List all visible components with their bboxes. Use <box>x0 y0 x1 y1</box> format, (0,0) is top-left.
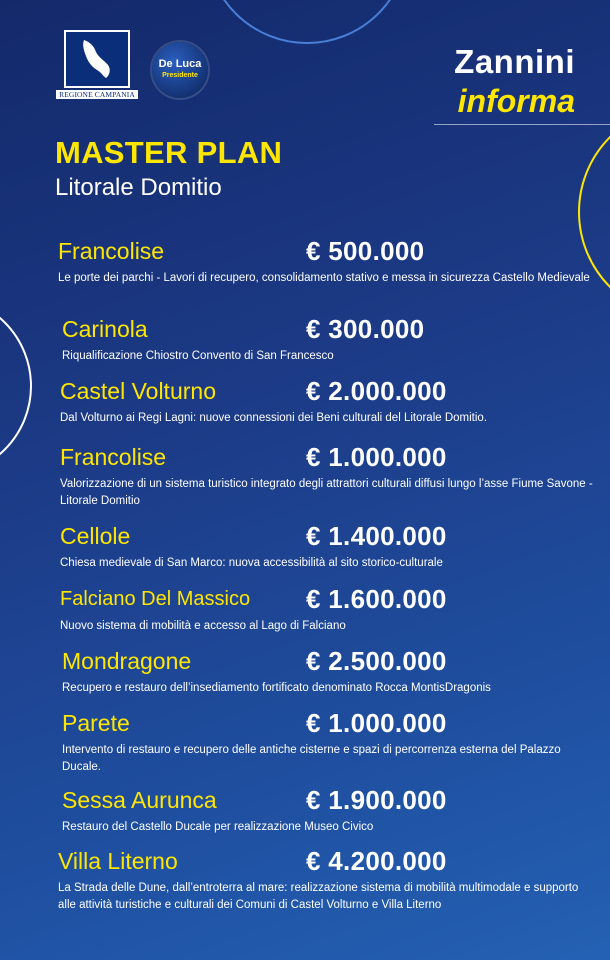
entry-description: La Strada delle Dune, dall’entroterra al mare: realizzazione sistema di mobilità multimodale e supporto alle attività turistiche e culturali dei Comuni di Castel Volturno e Villa Literno <box>58 882 579 911</box>
entry-amount: € 2.500.000 <box>306 646 447 676</box>
entry-place: Parete <box>62 710 130 736</box>
entry-description: Intervento di restauro e recupero delle antiche cisterne e spazi di percorrenza esterna del Palazzo Ducale. <box>62 744 561 773</box>
entry-place: Sessa Aurunca <box>62 787 217 813</box>
page-subtitle: Litorale Domitio <box>55 174 222 201</box>
entry-place: Francolise <box>58 238 165 264</box>
regione-shield-icon <box>64 30 130 88</box>
entry-amount: € 500.000 <box>306 236 425 266</box>
entry-description: Nuovo sistema di mobilità e accesso al Lago di Falciano <box>60 620 346 632</box>
regione-caption: REGIONE CAMPANIA <box>56 90 138 99</box>
entry-description: Dal Volturno ai Regi Lagni: nuove connessioni dei Beni culturali del Litorale Domitio. <box>60 412 488 424</box>
entry-amount: € 1.000.000 <box>306 442 447 472</box>
entry-description: Restauro del Castello Ducale per realizzazione Museo Civico <box>62 821 374 833</box>
de-luca-role: Presidente <box>162 72 198 79</box>
entry-amount: € 1.600.000 <box>306 584 447 614</box>
page-title: MASTER PLAN <box>55 135 283 170</box>
entry-place: Cellole <box>60 523 131 549</box>
entry-description: Le porte dei parchi - Lavori di recupero, consolidamento stativo e messa in sicurezza Castello Medievale <box>58 272 590 284</box>
entry-description: Recupero e restauro dell’insediamento fortificato denominato Rocca MontisDragonis <box>62 682 491 694</box>
entry-place: Mondragone <box>62 648 192 674</box>
entry-place: Falciano Del Massico <box>60 588 251 610</box>
entry-amount: € 2.000.000 <box>306 376 447 406</box>
entry-description: Riqualificazione Chiostro Convento di San Francesco <box>62 350 334 362</box>
regione-campania-logo <box>56 30 138 100</box>
entry-amount: € 300.000 <box>306 314 425 344</box>
entry-place: Francolise <box>60 444 167 470</box>
entry-place: Castel Volturno <box>60 378 216 404</box>
brand-divider <box>434 124 610 125</box>
entry-description: Chiesa medievale di San Marco: nuova accessibilità al sito storico-culturale <box>60 557 443 569</box>
entry-place: Carinola <box>62 316 148 342</box>
de-luca-name: De Luca <box>158 58 202 70</box>
brand-subtitle: informa <box>457 83 575 119</box>
de-luca-logo <box>152 42 208 98</box>
entry-amount: € 1.400.000 <box>306 521 447 551</box>
entry-amount: € 4.200.000 <box>306 846 447 876</box>
entry-place: Villa Literno <box>58 848 178 874</box>
decorative-circle-top <box>205 0 409 44</box>
entry-amount: € 1.900.000 <box>306 785 447 815</box>
decorative-circle-left <box>0 295 32 477</box>
entry-description: Valorizzazione di un sistema turistico integrato degli attrattori culturali diffusi lungo l’asse Fiume Savone - Litorale Domitio <box>60 478 593 507</box>
entry-amount: € 1.000.000 <box>306 708 447 738</box>
brand-name: Zannini <box>454 43 575 80</box>
